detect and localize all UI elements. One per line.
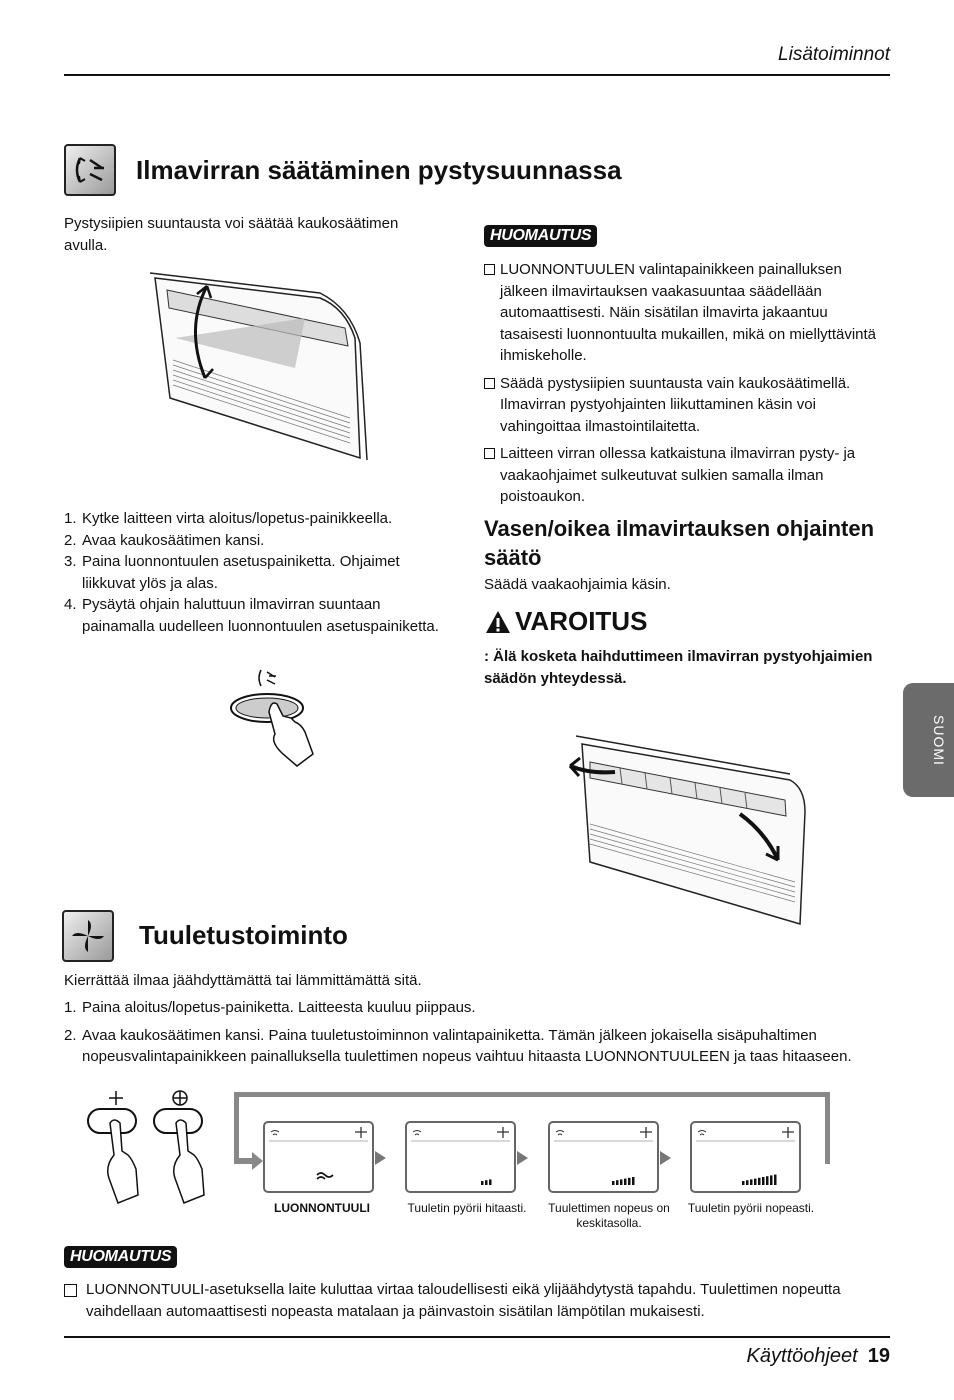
fan-icon (782, 1127, 794, 1138)
warning-heading (484, 606, 647, 637)
speed-bar (766, 1176, 769, 1185)
fan-icon (640, 1127, 652, 1138)
warning-triangle-icon (484, 609, 512, 635)
note2-list (64, 1279, 890, 1328)
speed-bar (485, 1180, 488, 1185)
note-item: Säädä pystysiipien suuntausta vain kaukosäätimellä. Ilmavirran pystyohjainten liikuttaminen käsin voi vahingoittaa ilmastointilaitetta. (484, 373, 889, 438)
language-tab (903, 683, 954, 797)
note-badge-2: HUOMAUTUS (64, 1246, 177, 1268)
subsection-text: Säädä vaakaohjaimia käsin. (484, 576, 671, 593)
section2-steps (64, 997, 890, 1068)
page-footer (600, 1345, 890, 1368)
note-item: Laitteen virran ollessa katkaistuna ilmavirran pysty- ja vaakaohjaimet sulkeutuvat sulkien samalla ilman poistoaukon. (484, 443, 889, 508)
note-item: LUONNONTUULI-asetuksella laite kuluttaa virtaa taloudellisesti eikä ylijäähdytystä tapahdu. Tuulettimen nopeutta vaihdellaan automaattisesti nopeasta matalaan ja päinvastoin sisätilan lämpötilan mukaisesti. (64, 1279, 890, 1322)
fan-icon (497, 1127, 509, 1138)
speed-bar (628, 1178, 631, 1185)
speed-bar (742, 1181, 745, 1185)
speed-bar (750, 1179, 753, 1185)
speed-bar (632, 1177, 635, 1185)
running-header: Lisätoiminnot (778, 44, 890, 65)
speed-bar (620, 1179, 623, 1185)
vertical-airflow-icon (64, 144, 116, 196)
section2-intro: Kierrättää ilmaa jäähdyttämättä tai lämmittämättä sitä. (64, 972, 422, 989)
speed-bar (758, 1178, 761, 1185)
step-item: 2. Avaa kaukosäätimen kansi. Paina tuuletustoiminnon valintapainiketta. Tämän jälkeen jokaisella sisäpuhaltimen nopeusvalintapainikkeen painalluksella tuulettimen nopeus vaihtuu hitaasta LUONNONTUULEEN ja taas hitaaseen. (64, 1026, 852, 1065)
speed-bar (481, 1181, 484, 1185)
note1-list (484, 259, 889, 514)
ac-unit-vertical-illustration (145, 268, 375, 478)
fan-mode-icon (62, 910, 114, 962)
cycle-arrow-stub (234, 1158, 254, 1164)
section1-steps (64, 508, 454, 637)
fan-buttons-illustration (80, 1085, 220, 1215)
footer-label: Käyttöohjeet (746, 1345, 858, 1367)
fan-icon-small (109, 1091, 123, 1105)
section1-intro: Pystysiipien suuntausta voi säätää kaukosäätimen avulla. (64, 215, 399, 254)
cycle-arrow-head (252, 1152, 263, 1170)
fan-mode-caption: Tuuletin pyörii hitaasti. (407, 1201, 527, 1215)
cycle-arrow (375, 1151, 386, 1165)
speed-bar (762, 1177, 765, 1185)
lcd-panel (263, 1121, 374, 1193)
language-tab-label: SUOMI (931, 714, 947, 766)
fan-mode-caption: LUONNONTUULI (274, 1201, 370, 1215)
ac-unit-horizontal-illustration (560, 732, 810, 932)
section-title-vertical-airflow: Ilmavirran säätäminen pystysuunnassa (136, 155, 622, 185)
speed-bar (624, 1179, 627, 1185)
speed-bar (746, 1180, 749, 1185)
cycle-arrow (517, 1151, 528, 1165)
speed-bar (612, 1181, 615, 1185)
remote-button-press-illustration (225, 662, 335, 772)
cycle-arrow (660, 1151, 671, 1165)
warning-text: : Älä kosketa haihduttimeen ilmavirran pystyohjaimien säädön yhteydessä. (484, 648, 873, 687)
speed-bar (770, 1175, 773, 1185)
signal-icon (271, 1131, 279, 1136)
step-item: 1. Kytke laitteen virta aloitus/lopetus-painikkeella. (64, 510, 393, 527)
step-item: 2. Avaa kaukosäätimen kansi. (64, 531, 265, 549)
fan-mode-caption: Tuuletin pyörii nopeasti. (687, 1201, 815, 1215)
signal-icon (413, 1131, 421, 1136)
natural-wind-icon (317, 1173, 333, 1179)
footer-rule (64, 1336, 890, 1338)
speed-bar (489, 1179, 492, 1185)
step-item: 1. Paina aloitus/lopetus-painiketta. Laitteesta kuuluu piippaus. (64, 999, 476, 1016)
lcd-panel (405, 1121, 516, 1193)
speed-bar (774, 1175, 777, 1185)
warning-title: VAROITUS (515, 606, 648, 636)
header-rule (64, 74, 890, 76)
lcd-panel (690, 1121, 801, 1193)
speed-bar (616, 1180, 619, 1185)
note-item: LUONNONTUULEN valintapainikkeen painalluksen jälkeen ilmavirtauksen vaakasuuntaa säädellään automaattisesti. Näin sisätilan ilmavirta jakaantuu tasaisesti luonnontuulta mukaillen, mikä on miellyttävintä ihmiskeholle. (484, 259, 889, 367)
step-item: 4. Pysäytä ohjain haluttuun ilmavirran suuntaan painamalla uudelleen luonnontuulen asetuspainiketta. (64, 596, 439, 635)
fan-icon (355, 1127, 367, 1138)
note-badge-1: HUOMAUTUS (484, 225, 597, 247)
fan-speed-icon (173, 1091, 187, 1105)
fan-mode-caption: Tuulettimen nopeus on keskitasolla. (548, 1201, 670, 1230)
lcd-panel (548, 1121, 659, 1193)
speed-bar (754, 1179, 757, 1185)
subsection-title: Vasen/oikea ilmavirtauksen ohjainten säätö (484, 516, 875, 570)
step-item: 3. Paina luonnontuulen asetuspainiketta. Ohjaimet liikkuvat ylös ja alas. (64, 553, 400, 592)
signal-icon (698, 1131, 706, 1136)
page-number: 19 (867, 1345, 890, 1367)
signal-icon (556, 1131, 564, 1136)
section-title-fan-mode: Tuuletustoiminto (139, 920, 348, 950)
